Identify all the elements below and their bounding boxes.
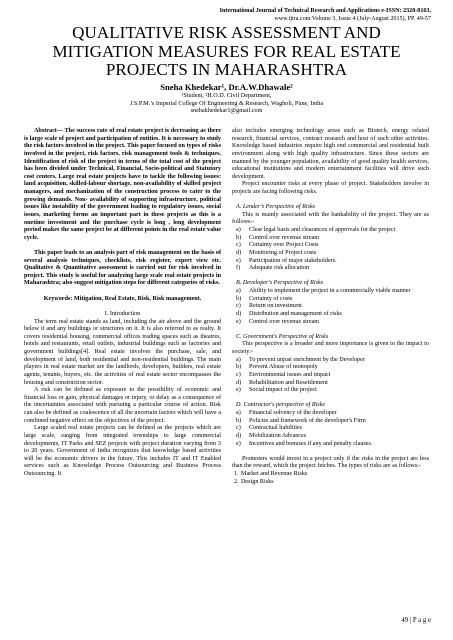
abstract: Abstract— The success rate of real estate project is decreasing as there is large scale of project and participation of entities. It is necessary to study the risk factors involved in the project. This paper focused on types of risks involved in the project, risk factors, risk management tools & techniques. Identification of risk of the project in terms of the total cost of the project has been divided under Technical, Financial, Socio-political and Statutory cost centers. Large real estate projects have to tackle the following issues: land acquisition, skilled-labour shortage, non-availability of skilled project managers, and mechanization of the construction process to cater to the growing demands. Non- availability of supporting infrastructure, political issues like instability of the government leading to regulatory issues, social issues, marketing forms an important part in these projects as this is a onetime investment and the purchase cycle is long , long development period makes the same project be at different points in the real estate value cycle. xyxy=(24,128,221,241)
list-item-text: Clear legal basis and clearances of approvals for the project xyxy=(249,227,396,234)
list-marker: e) xyxy=(236,440,241,447)
list-item xyxy=(232,372,429,380)
list-item-text: Incentives and bonuses if any and penalty clauses. xyxy=(249,440,373,447)
author-institution: J.S.P.M.’s Imperial College Of Engineering & Research, Wagholi, Pune, India xyxy=(129,99,324,107)
body-paragraph: Project encounter risks at every phase of project. Stakeholders involve in projects are facing following risks. xyxy=(232,181,429,195)
title-line: MITIGATION MEASURES FOR REAL ESTATE xyxy=(52,41,401,61)
list-item-text: Environmental issues and impact xyxy=(249,371,331,378)
list-item xyxy=(232,387,429,395)
list-item xyxy=(232,235,429,243)
list-item xyxy=(232,258,429,266)
list-item-text: Return on investment xyxy=(249,303,302,310)
right-column xyxy=(232,128,429,486)
list-item xyxy=(232,319,429,327)
list-item xyxy=(232,227,429,235)
list-item-text: Adequate risk allocation xyxy=(249,265,310,272)
subsection-heading-government: C. Government's Perspective of Risks xyxy=(236,333,329,340)
list-marker: d) xyxy=(236,432,242,439)
list-marker: a) xyxy=(236,288,241,295)
list-marker: c) xyxy=(236,242,241,249)
list-marker: 2. xyxy=(234,478,239,485)
author-affiliation: ¹Student, ²H.O.D. Civil Department, xyxy=(181,92,272,99)
keywords: Keywords: Mitigation, Real Estate, Risk, Risk management. xyxy=(43,295,202,302)
list-item-text: Distribution and management of risks xyxy=(249,310,342,317)
list-marker: c) xyxy=(236,371,241,378)
list-marker: d) xyxy=(236,379,242,386)
subsection-intro: This perspective is a broader and more importance is given to the impact to society:- xyxy=(232,341,429,356)
list-item xyxy=(232,425,429,433)
developer-risk-list xyxy=(232,288,429,326)
list-item-text: Social impact of the project xyxy=(249,387,317,394)
list-item xyxy=(232,265,429,273)
list-item xyxy=(232,418,429,426)
list-marker: b) xyxy=(236,417,242,424)
list-marker: b) xyxy=(236,234,242,241)
subsection-heading-lender: A. Lender’s Perspective of Risks xyxy=(236,204,316,211)
list-marker: e) xyxy=(236,318,241,325)
list-item-text: Contractual liabilities xyxy=(249,425,303,432)
list-item-text: Certainty of costs xyxy=(249,295,293,302)
body-paragraph: Large scaled real estate projects can be defined as the projects which are large scale, ranging from integrated townships to large commercial developments, IT Parks and SEZ projects with project duration varying from 3 to 20 years. Government of India recognizes that knowledge based activities will be the economic drivers in the future. This includes IT and IT Enabled services such as Knowledge Process Outsourcing and Business Process Outsourcing. It xyxy=(24,425,221,478)
page-number: 49 | P a g e xyxy=(401,617,431,624)
body-paragraph: also includes emerging technology areas such as Biotech, energy related research, financial services, contract research and host of such other activities. Knowledge based industries require high end commercial and residential built environment along with high quality infrastructure. Since these sectors are manned by the younger population, availability of good quality health services, educational institutions and modern entertainment facilities will drive such development. xyxy=(232,128,429,180)
list-item xyxy=(232,433,429,441)
list-item xyxy=(232,471,429,479)
list-item xyxy=(232,296,429,304)
list-item-text: Policies and framework of the developer's Firm xyxy=(249,417,366,424)
list-item xyxy=(232,364,429,372)
contractor-risk-list xyxy=(232,410,429,448)
list-marker: a) xyxy=(236,410,241,416)
list-item xyxy=(232,311,429,319)
subsection-heading-contractor: D. Contractor's perspective of Risks xyxy=(236,402,325,409)
body-paragraph: The term real estate stands as land, including the air above and the ground below it and any buildings or structures on it. It is also referred to as realty. It covers residential housing, commercial offices trading spaces such as theatres, hotels and restaurants, retail outlets, industrial buildings such as factories and government buildings[4]. Real estate involves the purchase, sale, and development of land, both residential and non-residential buildings. The main players in real estate market are the landlords, developers, builders, real estate agents, tenants, buyers, etc. the activities of real estate sector encompasses the housing and construction sector. xyxy=(24,318,221,386)
list-item xyxy=(232,441,429,449)
list-marker: e) xyxy=(236,257,241,264)
left-column xyxy=(24,128,221,479)
list-item xyxy=(232,242,429,250)
list-item-text: Design Risks xyxy=(241,478,274,485)
paper-title xyxy=(0,24,453,80)
list-item-text: Mobilization Advances xyxy=(249,432,307,439)
title-line: QUALITATIVE RISK ASSESSMENT AND xyxy=(72,23,381,42)
list-item xyxy=(232,288,429,296)
journal-issue: www.ijtra.com Volume 3, Issue 4 (July-August 2015), PP. 49-57 xyxy=(274,15,431,22)
list-item xyxy=(232,303,429,311)
author-email: snehakhedekar1@gmail.com xyxy=(190,107,263,115)
list-item-text: To prevent unjust enrichment by the Developer xyxy=(249,356,365,363)
list-item xyxy=(232,410,429,418)
journal-name: International Journal of Technical Research and Applications e-ISSN: 2320-8163, xyxy=(219,8,431,14)
risk-types-list xyxy=(232,471,429,486)
body-paragraph: Promoters would invest in a project only if the risks in the project are less than the reward, which the project fetches. The types of risks are as follows:- xyxy=(232,455,429,470)
list-marker: c) xyxy=(236,425,241,432)
title-line: PROJECTS IN MAHARASHTRA xyxy=(105,60,348,79)
list-item-text: Control over revenue stream xyxy=(249,234,320,241)
subsection-heading-developer: B. Developer's Perspective of Risks xyxy=(236,280,324,287)
list-marker: b) xyxy=(236,364,242,371)
abstract-paragraph: This paper leads to an analysis part of risk management on the basis of several analysis techniques, checklists, risk register, expert view etc. Qualitative & Quantitative assessment is carried out for risk involved in project. This study is useful for analyzing large scale real estate projects in Maharashtra; also suggest mitigation steps for different categories of risks. xyxy=(24,249,221,287)
list-marker: b) xyxy=(236,295,242,302)
list-marker: d) xyxy=(236,310,242,317)
list-marker: a) xyxy=(236,356,241,363)
body-paragraph: A risk can be defined as exposure to the possibility of economic and financial loss or gain, physical damages or injury, or delay as a consequence of the uncertainties associated with pursuing a particular course of action. Risk can also be defined as coalescence of all the uncertain factors which will have a combined negative effect on the objectives of the project. xyxy=(24,387,221,424)
journal-header xyxy=(71,8,431,23)
list-item-text: Market and Revenue Risks xyxy=(241,470,308,477)
list-marker: 1. xyxy=(234,470,239,477)
list-item-text: Ability to implement the project in a commercially viable manner xyxy=(249,288,411,295)
government-risk-list xyxy=(232,357,429,395)
list-marker: f) xyxy=(236,265,241,272)
list-item xyxy=(232,479,429,487)
section-heading-introduction: I. Introduction xyxy=(104,310,141,317)
list-item-text: Prevent Abuse of monopoly xyxy=(249,364,318,371)
list-item-text: Rehabilitation and Resettlement xyxy=(249,379,328,386)
list-marker: c) xyxy=(236,303,241,310)
list-marker: e) xyxy=(236,387,241,394)
list-marker: d) xyxy=(236,249,242,256)
author-block xyxy=(0,82,453,115)
author-names: Sneha Khedekar¹, Dr.A.W.Dhawale² xyxy=(160,82,293,92)
list-item-text: Control over revenue stream xyxy=(249,318,320,325)
list-item-text: Certainty over Project Costs xyxy=(249,242,319,249)
subsection-intro: This is mainly associated with the bankability of the project. They are as follows:- xyxy=(232,211,429,226)
list-item xyxy=(232,380,429,388)
list-item-text: Participation of major stakeholders. xyxy=(249,257,337,264)
list-marker: a) xyxy=(236,227,241,234)
list-item-text: Financial solvency of the developer xyxy=(249,410,337,416)
lender-risk-list xyxy=(232,227,429,273)
list-item xyxy=(232,250,429,258)
list-item-text: Monitoring of Project costs xyxy=(249,249,317,256)
